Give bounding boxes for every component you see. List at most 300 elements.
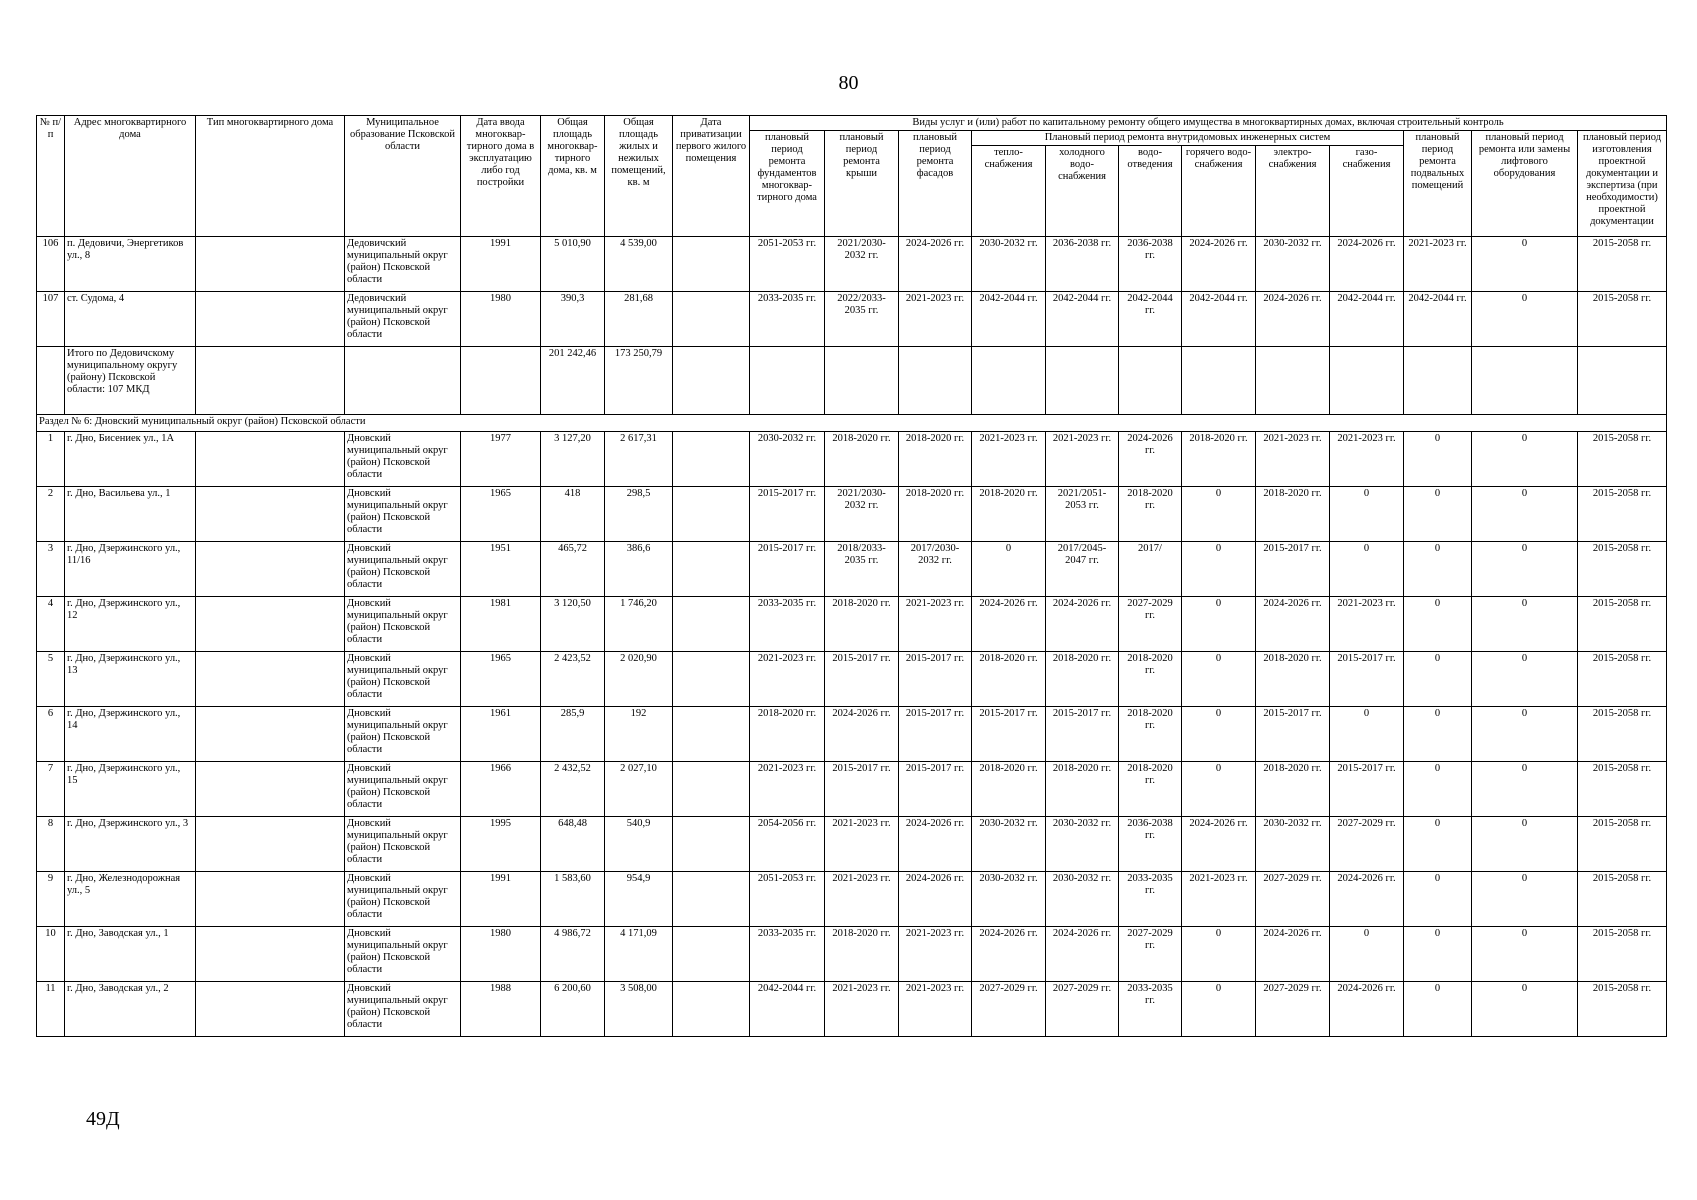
- cell-roof: 2018-2020 гг.: [825, 597, 899, 652]
- table-row: [37, 597, 1667, 652]
- total-municipality-cell: [345, 347, 461, 415]
- cell-privatization: [673, 237, 750, 292]
- cell-facade: 2015-2017 гг.: [899, 652, 972, 707]
- header-docs: плановый период изготовления проектной документации и экспертиза (при необходимости) проектной документации: [1578, 131, 1667, 237]
- cell-cold-water: 2024-2026 гг.: [1046, 927, 1119, 982]
- cell-heat: 2021-2023 гг.: [972, 432, 1046, 487]
- cell-living-area: 2 617,31: [605, 432, 673, 487]
- cell-facade: 2017/2030-2032 гг.: [899, 542, 972, 597]
- header-num: № п/п: [37, 116, 65, 237]
- total-empty-cell: [750, 347, 825, 415]
- cell-municipality: Дновский муниципальный округ (район) Псковской области: [345, 542, 461, 597]
- cell-year: 1988: [461, 982, 541, 1037]
- cell-gas: 2024-2026 гг.: [1330, 237, 1404, 292]
- cell-hot-water: 2024-2026 гг.: [1182, 817, 1256, 872]
- cell-basement: 2042-2044 гг.: [1404, 292, 1472, 347]
- total-empty-cell: [1256, 347, 1330, 415]
- cell-facade: 2018-2020 гг.: [899, 432, 972, 487]
- cell-living-area: 192: [605, 707, 673, 762]
- cell-facade: 2021-2023 гг.: [899, 292, 972, 347]
- cell-electric: 2024-2026 гг.: [1256, 927, 1330, 982]
- table-row: [37, 707, 1667, 762]
- table-row: [37, 432, 1667, 487]
- table-row: [37, 762, 1667, 817]
- cell-electric: 2015-2017 гг.: [1256, 707, 1330, 762]
- cell-num: 2: [37, 487, 65, 542]
- cell-docs: 2015-2058 гг.: [1578, 707, 1667, 762]
- cell-sewer: 2027-2029 гг.: [1119, 597, 1182, 652]
- cell-roof: 2024-2026 гг.: [825, 707, 899, 762]
- cell-basement: 0: [1404, 652, 1472, 707]
- cell-type: [196, 432, 345, 487]
- total-label: Итого по Дедовичскому муниципальному округу (району) Псковской области: 107 МКД: [65, 347, 196, 415]
- cell-elevator: 0: [1472, 237, 1578, 292]
- cell-roof: 2018-2020 гг.: [825, 927, 899, 982]
- cell-sewer: 2018-2020 гг.: [1119, 707, 1182, 762]
- cell-year: 1991: [461, 237, 541, 292]
- cell-heat: 2030-2032 гг.: [972, 237, 1046, 292]
- cell-type: [196, 292, 345, 347]
- cell-living-area: 4 539,00: [605, 237, 673, 292]
- cell-facade: 2024-2026 гг.: [899, 237, 972, 292]
- cell-privatization: [673, 542, 750, 597]
- cell-docs: 2015-2058 гг.: [1578, 652, 1667, 707]
- cell-year: 1965: [461, 487, 541, 542]
- cell-electric: 2027-2029 гг.: [1256, 872, 1330, 927]
- cell-living-area: 386,6: [605, 542, 673, 597]
- cell-num: 9: [37, 872, 65, 927]
- cell-address: г. Дно, Железнодорожная ул., 5: [65, 872, 196, 927]
- cell-heat: 0: [972, 542, 1046, 597]
- cell-living-area: 298,5: [605, 487, 673, 542]
- cell-roof: 2021/2030-2032 гг.: [825, 487, 899, 542]
- cell-elevator: 0: [1472, 597, 1578, 652]
- cell-gas: 2015-2017 гг.: [1330, 652, 1404, 707]
- cell-total-area: 648,48: [541, 817, 605, 872]
- header-living-area: Общая площадь жилых и нежилых помещений, кв. м: [605, 116, 673, 237]
- cell-hot-water: 2024-2026 гг.: [1182, 237, 1256, 292]
- cell-gas: 2042-2044 гг.: [1330, 292, 1404, 347]
- cell-basement: 0: [1404, 982, 1472, 1037]
- cell-municipality: Дновский муниципальный округ (район) Псковской области: [345, 652, 461, 707]
- cell-year: 1980: [461, 292, 541, 347]
- cell-living-area: 540,9: [605, 817, 673, 872]
- cell-hot-water: 0: [1182, 542, 1256, 597]
- cell-docs: 2015-2058 гг.: [1578, 487, 1667, 542]
- cell-total-area: 5 010,90: [541, 237, 605, 292]
- cell-facade: 2015-2017 гг.: [899, 762, 972, 817]
- cell-municipality: Дновский муниципальный округ (район) Псковской области: [345, 817, 461, 872]
- cell-type: [196, 927, 345, 982]
- cell-year: 1965: [461, 652, 541, 707]
- cell-municipality: Дновский муниципальный округ (район) Псковской области: [345, 432, 461, 487]
- header-type: Тип многоквартирного дома: [196, 116, 345, 237]
- cell-living-area: 281,68: [605, 292, 673, 347]
- cell-cold-water: 2030-2032 гг.: [1046, 872, 1119, 927]
- header-basement: плановый период ремонта подвальных помещений: [1404, 131, 1472, 237]
- cell-gas: 0: [1330, 927, 1404, 982]
- cell-facade: 2021-2023 гг.: [899, 597, 972, 652]
- cell-cold-water: 2042-2044 гг.: [1046, 292, 1119, 347]
- cell-docs: 2015-2058 гг.: [1578, 292, 1667, 347]
- total-empty-cell: [972, 347, 1046, 415]
- cell-privatization: [673, 432, 750, 487]
- cell-num: 7: [37, 762, 65, 817]
- cell-type: [196, 487, 345, 542]
- cell-basement: 0: [1404, 817, 1472, 872]
- cell-heat: 2024-2026 гг.: [972, 927, 1046, 982]
- total-year-cell: [461, 347, 541, 415]
- cell-total-area: 3 120,50: [541, 597, 605, 652]
- cell-cold-water: 2030-2032 гг.: [1046, 817, 1119, 872]
- cell-hot-water: 0: [1182, 927, 1256, 982]
- cell-docs: 2015-2058 гг.: [1578, 762, 1667, 817]
- cell-living-area: 1 746,20: [605, 597, 673, 652]
- cell-elevator: 0: [1472, 927, 1578, 982]
- cell-privatization: [673, 817, 750, 872]
- cell-year: 1961: [461, 707, 541, 762]
- cell-electric: 2024-2026 гг.: [1256, 597, 1330, 652]
- cell-docs: 2015-2058 гг.: [1578, 432, 1667, 487]
- cell-cold-water: 2018-2020 гг.: [1046, 762, 1119, 817]
- cell-gas: 0: [1330, 542, 1404, 597]
- cell-type: [196, 652, 345, 707]
- table-body-top: [37, 237, 1667, 347]
- total-empty-cell: [1404, 347, 1472, 415]
- cell-sewer: 2017/: [1119, 542, 1182, 597]
- cell-elevator: 0: [1472, 762, 1578, 817]
- cell-total-area: 285,9: [541, 707, 605, 762]
- cell-address: г. Дно, Дзержинского ул., 13: [65, 652, 196, 707]
- cell-year: 1977: [461, 432, 541, 487]
- cell-total-area: 3 127,20: [541, 432, 605, 487]
- cell-foundation: 2033-2035 гг.: [750, 927, 825, 982]
- table-row: [37, 872, 1667, 927]
- cell-living-area: 4 171,09: [605, 927, 673, 982]
- cell-hot-water: 2042-2044 гг.: [1182, 292, 1256, 347]
- cell-address: г. Дно, Васильева ул., 1: [65, 487, 196, 542]
- header-total-area: Общая площадь многоквар-тирного дома, кв. м: [541, 116, 605, 237]
- total-living-area-cell: 173 250,79: [605, 347, 673, 415]
- cell-elevator: 0: [1472, 707, 1578, 762]
- cell-municipality: Дновский муниципальный округ (район) Псковской области: [345, 982, 461, 1037]
- table-body-bottom: [37, 432, 1667, 1037]
- section-title: Раздел № 6: Дновский муниципальный округ (район) Псковской области: [37, 415, 1667, 432]
- cell-foundation: 2033-2035 гг.: [750, 597, 825, 652]
- cell-num: 10: [37, 927, 65, 982]
- cell-privatization: [673, 597, 750, 652]
- table-row: [37, 292, 1667, 347]
- cell-roof: 2018/2033-2035 гг.: [825, 542, 899, 597]
- cell-privatization: [673, 292, 750, 347]
- cell-roof: 2021/2030-2032 гг.: [825, 237, 899, 292]
- total-empty-cell: [1330, 347, 1404, 415]
- cell-gas: 2021-2023 гг.: [1330, 432, 1404, 487]
- cell-total-area: 418: [541, 487, 605, 542]
- total-empty-cell: [1119, 347, 1182, 415]
- cell-gas: 2027-2029 гг.: [1330, 817, 1404, 872]
- cell-heat: 2018-2020 гг.: [972, 652, 1046, 707]
- cell-hot-water: 0: [1182, 652, 1256, 707]
- header-gas: газо-снабжения: [1330, 146, 1404, 237]
- cell-address: г. Дно, Дзержинского ул., 11/16: [65, 542, 196, 597]
- cell-gas: 2015-2017 гг.: [1330, 762, 1404, 817]
- header-sewer: водо-отведения: [1119, 146, 1182, 237]
- cell-basement: 0: [1404, 762, 1472, 817]
- cell-basement: 0: [1404, 432, 1472, 487]
- cell-basement: 2021-2023 гг.: [1404, 237, 1472, 292]
- cell-privatization: [673, 707, 750, 762]
- cell-sewer: 2018-2020 гг.: [1119, 762, 1182, 817]
- cell-docs: 2015-2058 гг.: [1578, 982, 1667, 1037]
- cell-basement: 0: [1404, 487, 1472, 542]
- cell-address: ст. Судома, 4: [65, 292, 196, 347]
- cell-type: [196, 817, 345, 872]
- cell-year: 1991: [461, 872, 541, 927]
- cell-roof: 2018-2020 гг.: [825, 432, 899, 487]
- cell-num: 107: [37, 292, 65, 347]
- cell-living-area: 3 508,00: [605, 982, 673, 1037]
- cell-total-area: 2 423,52: [541, 652, 605, 707]
- cell-roof: 2021-2023 гг.: [825, 817, 899, 872]
- cell-type: [196, 762, 345, 817]
- cell-roof: 2021-2023 гг.: [825, 872, 899, 927]
- cell-foundation: 2021-2023 гг.: [750, 652, 825, 707]
- cell-foundation: 2018-2020 гг.: [750, 707, 825, 762]
- cell-municipality: Дновский муниципальный округ (район) Псковской области: [345, 597, 461, 652]
- cell-hot-water: 2018-2020 гг.: [1182, 432, 1256, 487]
- cell-basement: 0: [1404, 927, 1472, 982]
- cell-foundation: 2051-2053 гг.: [750, 872, 825, 927]
- table-row: [37, 652, 1667, 707]
- cell-privatization: [673, 872, 750, 927]
- cell-hot-water: 0: [1182, 707, 1256, 762]
- cell-num: 6: [37, 707, 65, 762]
- cell-heat: 2027-2029 гг.: [972, 982, 1046, 1037]
- cell-total-area: 465,72: [541, 542, 605, 597]
- cell-electric: 2021-2023 гг.: [1256, 432, 1330, 487]
- cell-hot-water: 2021-2023 гг.: [1182, 872, 1256, 927]
- cell-total-area: 4 986,72: [541, 927, 605, 982]
- total-empty-cell: [673, 347, 750, 415]
- cell-total-area: 390,3: [541, 292, 605, 347]
- cell-foundation: 2033-2035 гг.: [750, 292, 825, 347]
- cell-sewer: 2036-2038 гг.: [1119, 237, 1182, 292]
- cell-basement: 0: [1404, 707, 1472, 762]
- cell-type: [196, 707, 345, 762]
- cell-address: г. Дно, Дзержинского ул., 3: [65, 817, 196, 872]
- cell-heat: 2015-2017 гг.: [972, 707, 1046, 762]
- cell-facade: 2021-2023 гг.: [899, 927, 972, 982]
- total-num-cell: [37, 347, 65, 415]
- cell-address: г. Дно, Бисениек ул., 1А: [65, 432, 196, 487]
- cell-municipality: Дедовичский муниципальный округ (район) Псковской области: [345, 237, 461, 292]
- cell-cold-water: 2024-2026 гг.: [1046, 597, 1119, 652]
- cell-year: 1966: [461, 762, 541, 817]
- cell-address: г. Дно, Дзержинского ул., 14: [65, 707, 196, 762]
- cell-docs: 2015-2058 гг.: [1578, 927, 1667, 982]
- cell-municipality: Дновский муниципальный округ (район) Псковской области: [345, 927, 461, 982]
- cell-electric: 2024-2026 гг.: [1256, 292, 1330, 347]
- cell-type: [196, 542, 345, 597]
- header-hot-water: горячего водо-снабжения: [1182, 146, 1256, 237]
- cell-municipality: Дновский муниципальный округ (район) Псковской области: [345, 762, 461, 817]
- cell-type: [196, 982, 345, 1037]
- cell-living-area: 2 027,10: [605, 762, 673, 817]
- cell-address: г. Дно, Дзержинского ул., 15: [65, 762, 196, 817]
- section-row: [37, 415, 1667, 432]
- cell-heat: 2018-2020 гг.: [972, 762, 1046, 817]
- cell-heat: 2042-2044 гг.: [972, 292, 1046, 347]
- cell-cold-water: 2018-2020 гг.: [1046, 652, 1119, 707]
- cell-year: 1981: [461, 597, 541, 652]
- cell-cold-water: 2027-2029 гг.: [1046, 982, 1119, 1037]
- cell-privatization: [673, 652, 750, 707]
- cell-heat: 2018-2020 гг.: [972, 487, 1046, 542]
- cell-num: 11: [37, 982, 65, 1037]
- cell-gas: 2021-2023 гг.: [1330, 597, 1404, 652]
- cell-electric: 2018-2020 гг.: [1256, 487, 1330, 542]
- cell-total-area: 6 200,60: [541, 982, 605, 1037]
- cell-facade: 2021-2023 гг.: [899, 982, 972, 1037]
- cell-foundation: 2015-2017 гг.: [750, 487, 825, 542]
- cell-privatization: [673, 982, 750, 1037]
- cell-electric: 2018-2020 гг.: [1256, 762, 1330, 817]
- capital-repair-table: [36, 115, 1667, 1037]
- table-row: [37, 927, 1667, 982]
- cell-year: 1980: [461, 927, 541, 982]
- cell-gas: 0: [1330, 707, 1404, 762]
- cell-facade: 2015-2017 гг.: [899, 707, 972, 762]
- cell-roof: 2022/2033-2035 гг.: [825, 292, 899, 347]
- total-empty-cell: [1182, 347, 1256, 415]
- cell-cold-water: 2021/2051-2053 гг.: [1046, 487, 1119, 542]
- cell-basement: 0: [1404, 872, 1472, 927]
- cell-address: г. Дно, Заводская ул., 2: [65, 982, 196, 1037]
- cell-living-area: 2 020,90: [605, 652, 673, 707]
- cell-num: 106: [37, 237, 65, 292]
- cell-cold-water: 2015-2017 гг.: [1046, 707, 1119, 762]
- table-row: [37, 487, 1667, 542]
- cell-sewer: 2036-2038 гг.: [1119, 817, 1182, 872]
- cell-roof: 2021-2023 гг.: [825, 982, 899, 1037]
- cell-facade: 2024-2026 гг.: [899, 872, 972, 927]
- cell-basement: 0: [1404, 542, 1472, 597]
- header-privatization: Дата приватизации первого жилого помещения: [673, 116, 750, 237]
- cell-address: г. Дно, Дзержинского ул., 12: [65, 597, 196, 652]
- cell-docs: 2015-2058 гг.: [1578, 237, 1667, 292]
- total-type-cell: [196, 347, 345, 415]
- cell-elevator: 0: [1472, 872, 1578, 927]
- total-empty-cell: [1472, 347, 1578, 415]
- cell-basement: 0: [1404, 597, 1472, 652]
- cell-hot-water: 0: [1182, 982, 1256, 1037]
- cell-municipality: Дновский муниципальный округ (район) Псковской области: [345, 872, 461, 927]
- cell-foundation: 2051-2053 гг.: [750, 237, 825, 292]
- table-total: [37, 347, 1667, 432]
- cell-hot-water: 0: [1182, 597, 1256, 652]
- header-municipality: Муниципальное образование Псковской области: [345, 116, 461, 237]
- header-works-group: Виды услуг и (или) работ по капитальному ремонту общего имущества в многоквартирных домах, включая строительный контроль: [750, 116, 1667, 131]
- cell-electric: 2018-2020 гг.: [1256, 652, 1330, 707]
- cell-sewer: 2018-2020 гг.: [1119, 652, 1182, 707]
- header-year: Дата ввода многоквар-тирного дома в эксплуатацию либо год постройки: [461, 116, 541, 237]
- cell-foundation: 2054-2056 гг.: [750, 817, 825, 872]
- cell-gas: 2024-2026 гг.: [1330, 872, 1404, 927]
- cell-heat: 2030-2032 гг.: [972, 872, 1046, 927]
- cell-heat: 2030-2032 гг.: [972, 817, 1046, 872]
- header-foundation: плановый период ремонта фундаментов многоквар-тирного дома: [750, 131, 825, 237]
- cell-roof: 2015-2017 гг.: [825, 762, 899, 817]
- cell-elevator: 0: [1472, 292, 1578, 347]
- cell-hot-water: 0: [1182, 762, 1256, 817]
- cell-type: [196, 872, 345, 927]
- total-row: [37, 347, 1667, 415]
- cell-year: 1995: [461, 817, 541, 872]
- cell-facade: 2018-2020 гг.: [899, 487, 972, 542]
- cell-sewer: 2042-2044 гг.: [1119, 292, 1182, 347]
- total-empty-cell: [899, 347, 972, 415]
- cell-cold-water: 2021-2023 гг.: [1046, 432, 1119, 487]
- cell-municipality: Дедовичский муниципальный округ (район) Псковской области: [345, 292, 461, 347]
- cell-electric: 2027-2029 гг.: [1256, 982, 1330, 1037]
- cell-cold-water: 2036-2038 гг.: [1046, 237, 1119, 292]
- cell-electric: 2015-2017 гг.: [1256, 542, 1330, 597]
- header-electric: электро-снабжения: [1256, 146, 1330, 237]
- cell-sewer: 2018-2020 гг.: [1119, 487, 1182, 542]
- cell-total-area: 2 432,52: [541, 762, 605, 817]
- table-row: [37, 237, 1667, 292]
- header-cold-water: холодного водо-снабжения: [1046, 146, 1119, 237]
- cell-foundation: 2042-2044 гг.: [750, 982, 825, 1037]
- header-elevator: плановый период ремонта или замены лифтового оборудования: [1472, 131, 1578, 237]
- cell-type: [196, 237, 345, 292]
- cell-elevator: 0: [1472, 542, 1578, 597]
- cell-num: 1: [37, 432, 65, 487]
- cell-num: 8: [37, 817, 65, 872]
- cell-address: г. Дно, Заводская ул., 1: [65, 927, 196, 982]
- total-empty-cell: [1046, 347, 1119, 415]
- header-address: Адрес многоквартирного дома: [65, 116, 196, 237]
- cell-facade: 2024-2026 гг.: [899, 817, 972, 872]
- cell-heat: 2024-2026 гг.: [972, 597, 1046, 652]
- cell-elevator: 0: [1472, 432, 1578, 487]
- total-area-cell: 201 242,46: [541, 347, 605, 415]
- cell-docs: 2015-2058 гг.: [1578, 597, 1667, 652]
- total-empty-cell: [825, 347, 899, 415]
- cell-num: 5: [37, 652, 65, 707]
- cell-elevator: 0: [1472, 652, 1578, 707]
- cell-docs: 2015-2058 гг.: [1578, 542, 1667, 597]
- cell-cold-water: 2017/2045-2047 гг.: [1046, 542, 1119, 597]
- total-empty-cell: [1578, 347, 1667, 415]
- cell-num: 3: [37, 542, 65, 597]
- cell-electric: 2030-2032 гг.: [1256, 237, 1330, 292]
- table-row: [37, 817, 1667, 872]
- cell-year: 1951: [461, 542, 541, 597]
- table-row: [37, 982, 1667, 1037]
- cell-roof: 2015-2017 гг.: [825, 652, 899, 707]
- cell-foundation: 2030-2032 гг.: [750, 432, 825, 487]
- cell-gas: 2024-2026 гг.: [1330, 982, 1404, 1037]
- cell-num: 4: [37, 597, 65, 652]
- cell-sewer: 2033-2035 гг.: [1119, 872, 1182, 927]
- page-number: 80: [838, 72, 859, 94]
- cell-elevator: 0: [1472, 487, 1578, 542]
- cell-sewer: 2024-2026 гг.: [1119, 432, 1182, 487]
- cell-docs: 2015-2058 гг.: [1578, 817, 1667, 872]
- cell-type: [196, 597, 345, 652]
